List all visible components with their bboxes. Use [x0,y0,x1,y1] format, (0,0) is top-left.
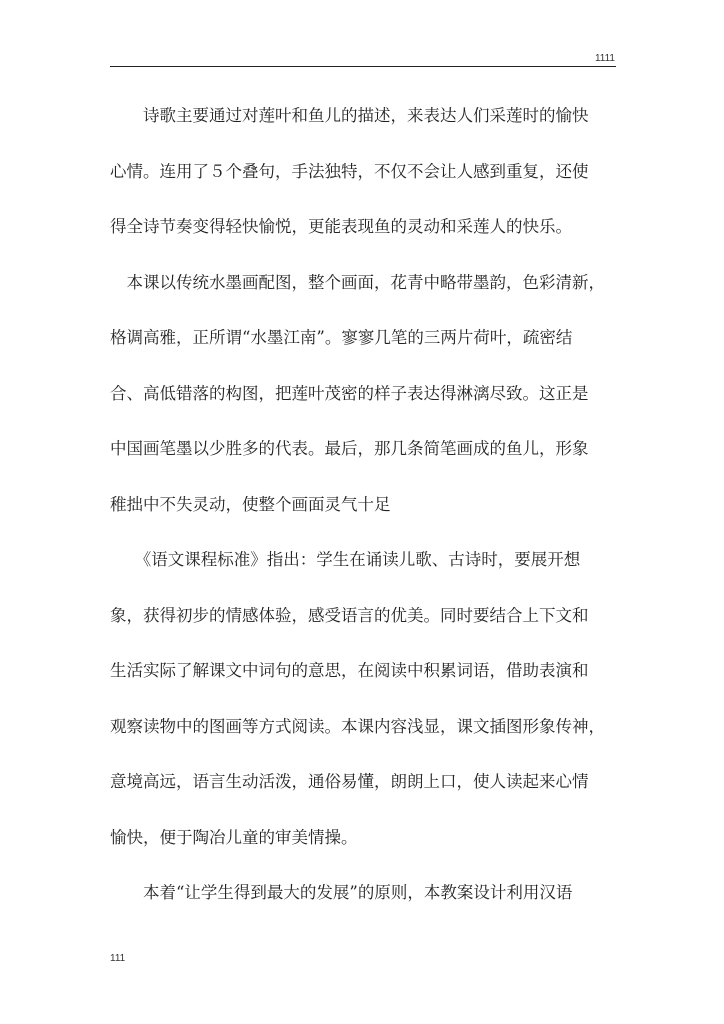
body-line: 中国画笔墨以少胜多的代表。最后，那几条简笔画成的鱼儿，形象 [110,439,589,458]
body-line: 稚拙中不失灵动，使整个画面灵气十足 [110,494,391,514]
body-line: 合、高低错落的构图，把莲叶茂密的样子表达得淋漓尽致。这正是 [110,383,589,403]
body-line: 得全诗节奏变得轻快愉悦，更能表现鱼的灵动和采莲人的快乐。 [110,217,572,236]
body-line: 愉快，便于陶冶儿童的审美情操。 [110,827,358,847]
body-line: 本着“让学生得到最大的发展”的原则，本教案设计利用汉语 [110,883,573,902]
body-line: 生活实际了解课文中词句的意思，在阅读中积累词语，借助表演和 [110,661,589,680]
body-line: 象，获得初步的情感体验，感受语言的优美。同时要结合上下文和 [110,605,589,625]
header-page-number: 1111 [594,53,615,64]
footer-page-number: 111 [110,953,126,964]
body-line: 诗歌主要通过对莲叶和鱼儿的描述，来表达人们采莲时的愉快 [110,106,589,125]
body-line: 格调高雅，正所谓“水墨江南”。寥寥几笔的三两片荷叶，疏密结 [110,328,573,347]
body-line: 心情。连用了５个叠句，手法独特，不仅不会让人感到重复，还使 [110,161,589,181]
body-line: 本课以传统水墨画配图，整个画面，花青中略带墨韵，色彩清新， [110,272,605,292]
body-line: 观察读物中的图画等方式阅读。本课内容浅显，课文插图形象传神， [110,716,605,736]
body-line: 意境高远，语言生动活泼，通俗易懂，朗朗上口，使人读起来心情 [110,772,589,791]
body-line: 《语文课程标准》指出：学生在诵读儿歌、古诗时，要展开想 [110,550,581,569]
body-text [110,88,620,921]
header-rule [110,66,616,67]
